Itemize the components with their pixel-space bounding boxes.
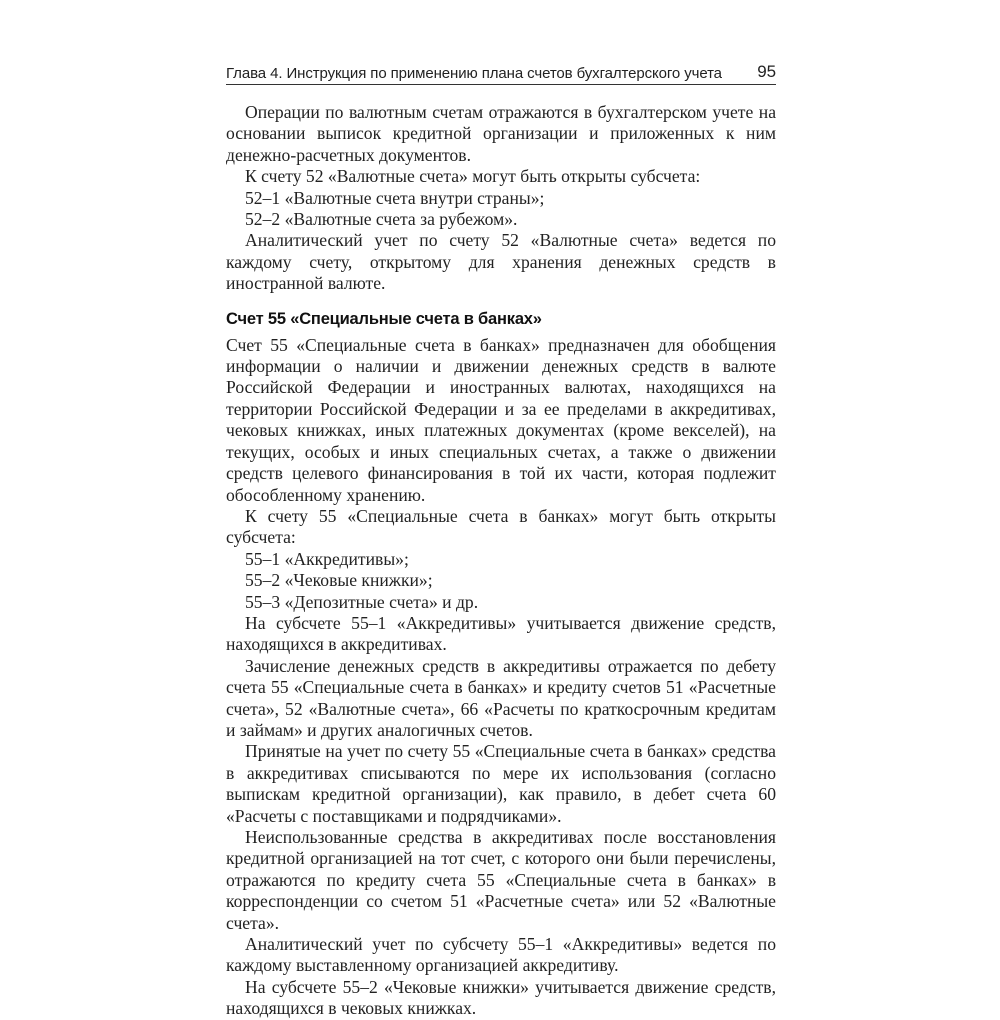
section-heading: Счет 55 «Специальные счета в банках» (226, 309, 542, 328)
book-page (226, 62, 776, 1020)
subaccount-item: 52–1 «Валютные счета внутри страны»; (245, 187, 545, 208)
paragraph: Операции по валютным счетам отражаются в бухгалтерском учете на основании выписок кредитной организации и приложенных к ним денежно-расчетных документов. (226, 102, 776, 165)
chapter-title: Глава 4. Инструкция по применению плана счетов бухгалтерского учета (226, 65, 722, 82)
paragraph: Аналитический учет по субсчету 55–1 «Аккредитивы» ведется по каждому выставленному организацией аккредитиву. (226, 934, 776, 976)
paragraph: Принятые на учет по счету 55 «Специальные счета в банках» средства в аккредитивах списываются по мере их использования (согласно выпискам кредитной организации), как правило, в дебет счета 60 «Расчеты с поставщиками и подрядчиками». (226, 741, 776, 826)
paragraph: На субсчете 55–1 «Аккредитивы» учитывается движение средств, находящихся в аккредитивах. (226, 612, 776, 655)
paragraph: На субсчете 55–2 «Чековые книжки» учитывается движение средств, находящихся в чековых книжках. (226, 976, 776, 1019)
running-header (226, 62, 776, 85)
subaccount-item: 52–2 «Валютные счета за рубежом». (245, 209, 518, 230)
paragraph: Счет 55 «Специальные счета в банках» предназначен для обобщения информации о наличии и движении денежных средств в валюте Российской Федерации и иностранных валютах, находящихся на территории Российской Федерации и за ее пределами в аккредитивах, чековых книжках, иных платежных документах (кроме векселей), на текущих, особых и иных специальных счетах, а также о движении средств целевого финансирования в той их части, которая подлежит обособленному хранению. (226, 334, 776, 505)
subaccount-item: 55–3 «Депозитные счета» и др. (245, 591, 479, 612)
subaccount-item: 55–2 «Чековые книжки»; (245, 570, 433, 591)
paragraph: К счету 52 «Валютные счета» могут быть открыты субсчета: (245, 166, 701, 187)
paragraph: Зачисление денежных средств в аккредитивы отражается по дебету счета 55 «Специальные счета в банках» и кредиту счетов 51 «Расчетные счета», 52 «Валютные счета», 66 «Расчеты по краткосрочным кредитам и займам» и других аналогичных счетов. (226, 655, 776, 740)
paragraph: Неиспользованные средства в аккредитивах после восстановления кредитной организацией на тот счет, с которого они были перечислены, отражаются по кредиту счета 55 «Специальные счета в банках» в корреспонденции со счетом 51 «Расчетные счета» или 52 «Валютные счета». (226, 827, 776, 933)
subaccount-item: 55–1 «Аккредитивы»; (245, 548, 409, 569)
page-number: 95 (757, 62, 776, 81)
paragraph: Аналитический учет по счету 52 «Валютные счета» ведется по каждому счету, открытому для хранения денежных средств в иностранной валюте. (226, 230, 776, 294)
paragraph: К счету 55 «Специальные счета в банках» могут быть открыты субсчета: (226, 505, 776, 548)
page-body (226, 102, 776, 1020)
